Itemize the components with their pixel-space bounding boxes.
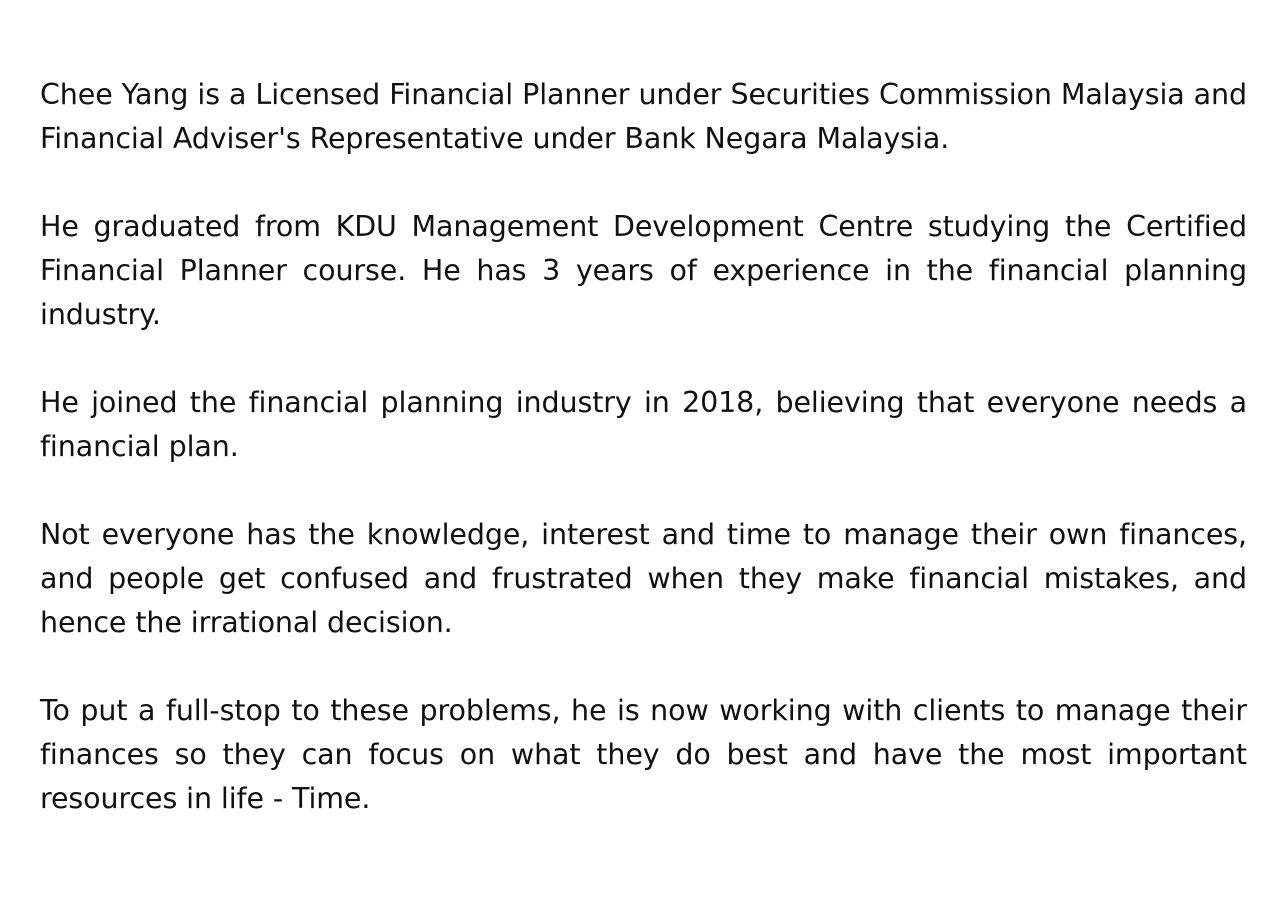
bio-paragraph-career-start: He joined the financial planning industry in 2018, believing that everyone needs a financial plan.	[40, 386, 1247, 463]
bio-text	[40, 73, 1247, 821]
bio-paragraph-education: He graduated from KDU Management Development Centre studying the Certified Financial Planner course. He has 3 years of experience in the financial planning industry.	[40, 210, 1247, 331]
bio-paragraph-problem: Not everyone has the knowledge, interest and time to manage their own finances, and people get confused and frustrated when they make financial mistakes, and hence the irrational decision.	[40, 518, 1247, 639]
bio-paragraph-credentials: Chee Yang is a Licensed Financial Planner under Securities Commission Malaysia and Financial Adviser's Representative under Bank Negara Malaysia.	[40, 78, 1247, 155]
bio-paragraph-mission: To put a full-stop to these problems, he is now working with clients to manage their finances so they can focus on what they do best and have the most important resources in life - Time.	[40, 694, 1247, 815]
